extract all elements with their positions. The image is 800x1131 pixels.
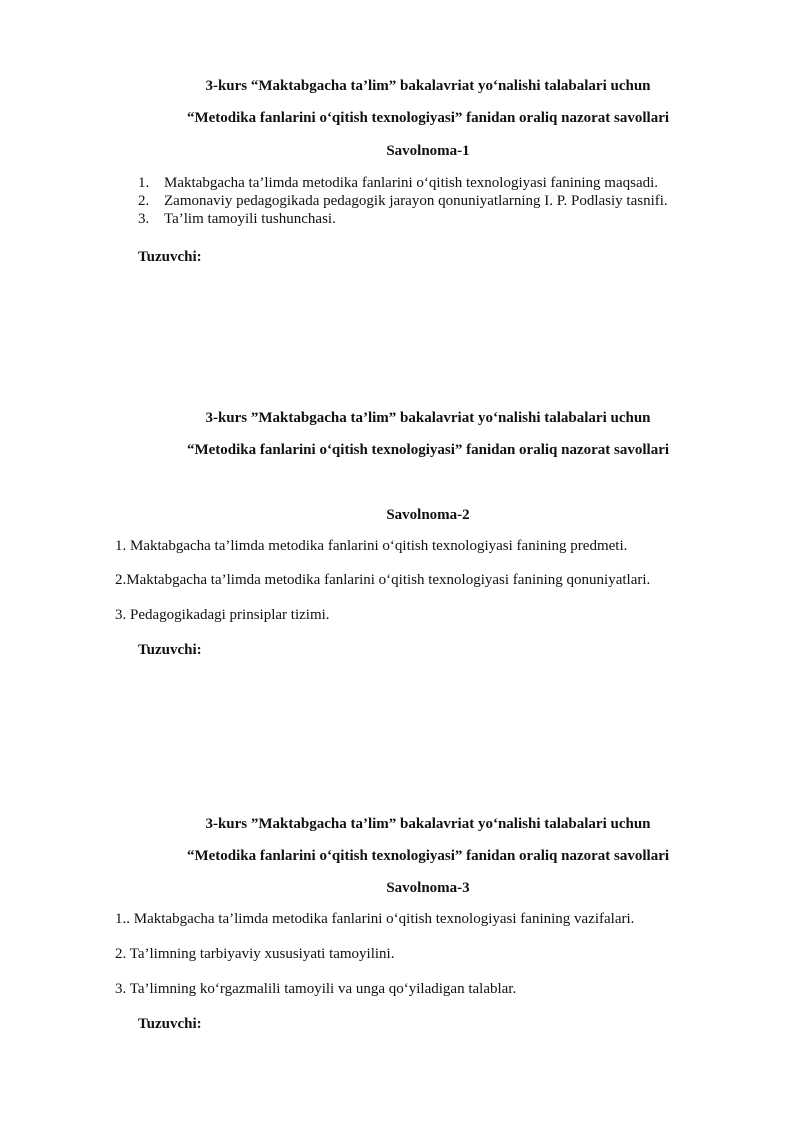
question-item: 2.Maktabgacha ta’limda metodika fanlarini o‘qitish texnologiyasi fanining qonuniyatlari. [115,572,651,588]
section-title-line1: 3-kurs ”Maktabgacha ta’lim” bakalavriat yo‘nalishi talabalari uchun [205,410,651,426]
section-subtitle: Savolnoma-1 [386,143,470,159]
section-title-line1: 3-kurs “Maktabgacha ta’lim” bakalavriat yo‘nalishi talabalari uchun [205,78,651,94]
question-item [138,174,658,192]
compiler-label: Tuzuvchi: [138,249,202,265]
section-title-line2: “Metodika fanlarini o‘qitish texnologiyasi” fanidan oraliq nazorat savollari [186,848,670,864]
question-item: 3. Pedagogikadagi prinsiplar tizimi. [115,607,330,623]
question-item: 1.. Maktabgacha ta’limda metodika fanlarini o‘qitish texnologiyasi fanining vazifalari. [115,911,635,927]
compiler-label: Tuzuvchi: [138,1016,202,1032]
question-text: Ta’lim tamoyili tushunchasi. [164,211,336,227]
section-subtitle: Savolnoma-2 [386,507,470,523]
section-title-line2: “Metodika fanlarini o‘qitish texnologiyasi” fanidan oraliq nazorat savollari [186,442,670,458]
question-text: Maktabgacha ta’limda metodika fanlarini o‘qitish texnologiyasi fanining maqsadi. [164,175,659,191]
question-number: 1. [138,175,150,191]
question-item: 2. Ta’limning tarbiyaviy xususiyati tamoyilini. [115,946,395,962]
section-subtitle: Savolnoma-3 [386,880,470,896]
question-item [138,192,668,210]
question-item [138,210,336,228]
question-item: 3. Ta’limning ko‘rgazmalili tamoyili va unga qo‘yiladigan talablar. [115,981,517,997]
section-title-line1: 3-kurs ”Maktabgacha ta’lim” bakalavriat yo‘nalishi talabalari uchun [205,816,651,832]
question-text: Zamonaviy pedagogikada pedagogik jarayon qonuniyatlarning I. P. Podlasiy tasnifi. [164,193,668,209]
question-number: 2. [138,193,150,209]
question-item: 1. Maktabgacha ta’limda metodika fanlarini o‘qitish texnologiyasi fanining predmeti. [115,538,628,554]
question-number: 3. [138,211,150,227]
section-title-line2: “Metodika fanlarini o‘qitish texnologiyasi” fanidan oraliq nazorat savollari [186,110,670,126]
compiler-label: Tuzuvchi: [138,642,202,658]
